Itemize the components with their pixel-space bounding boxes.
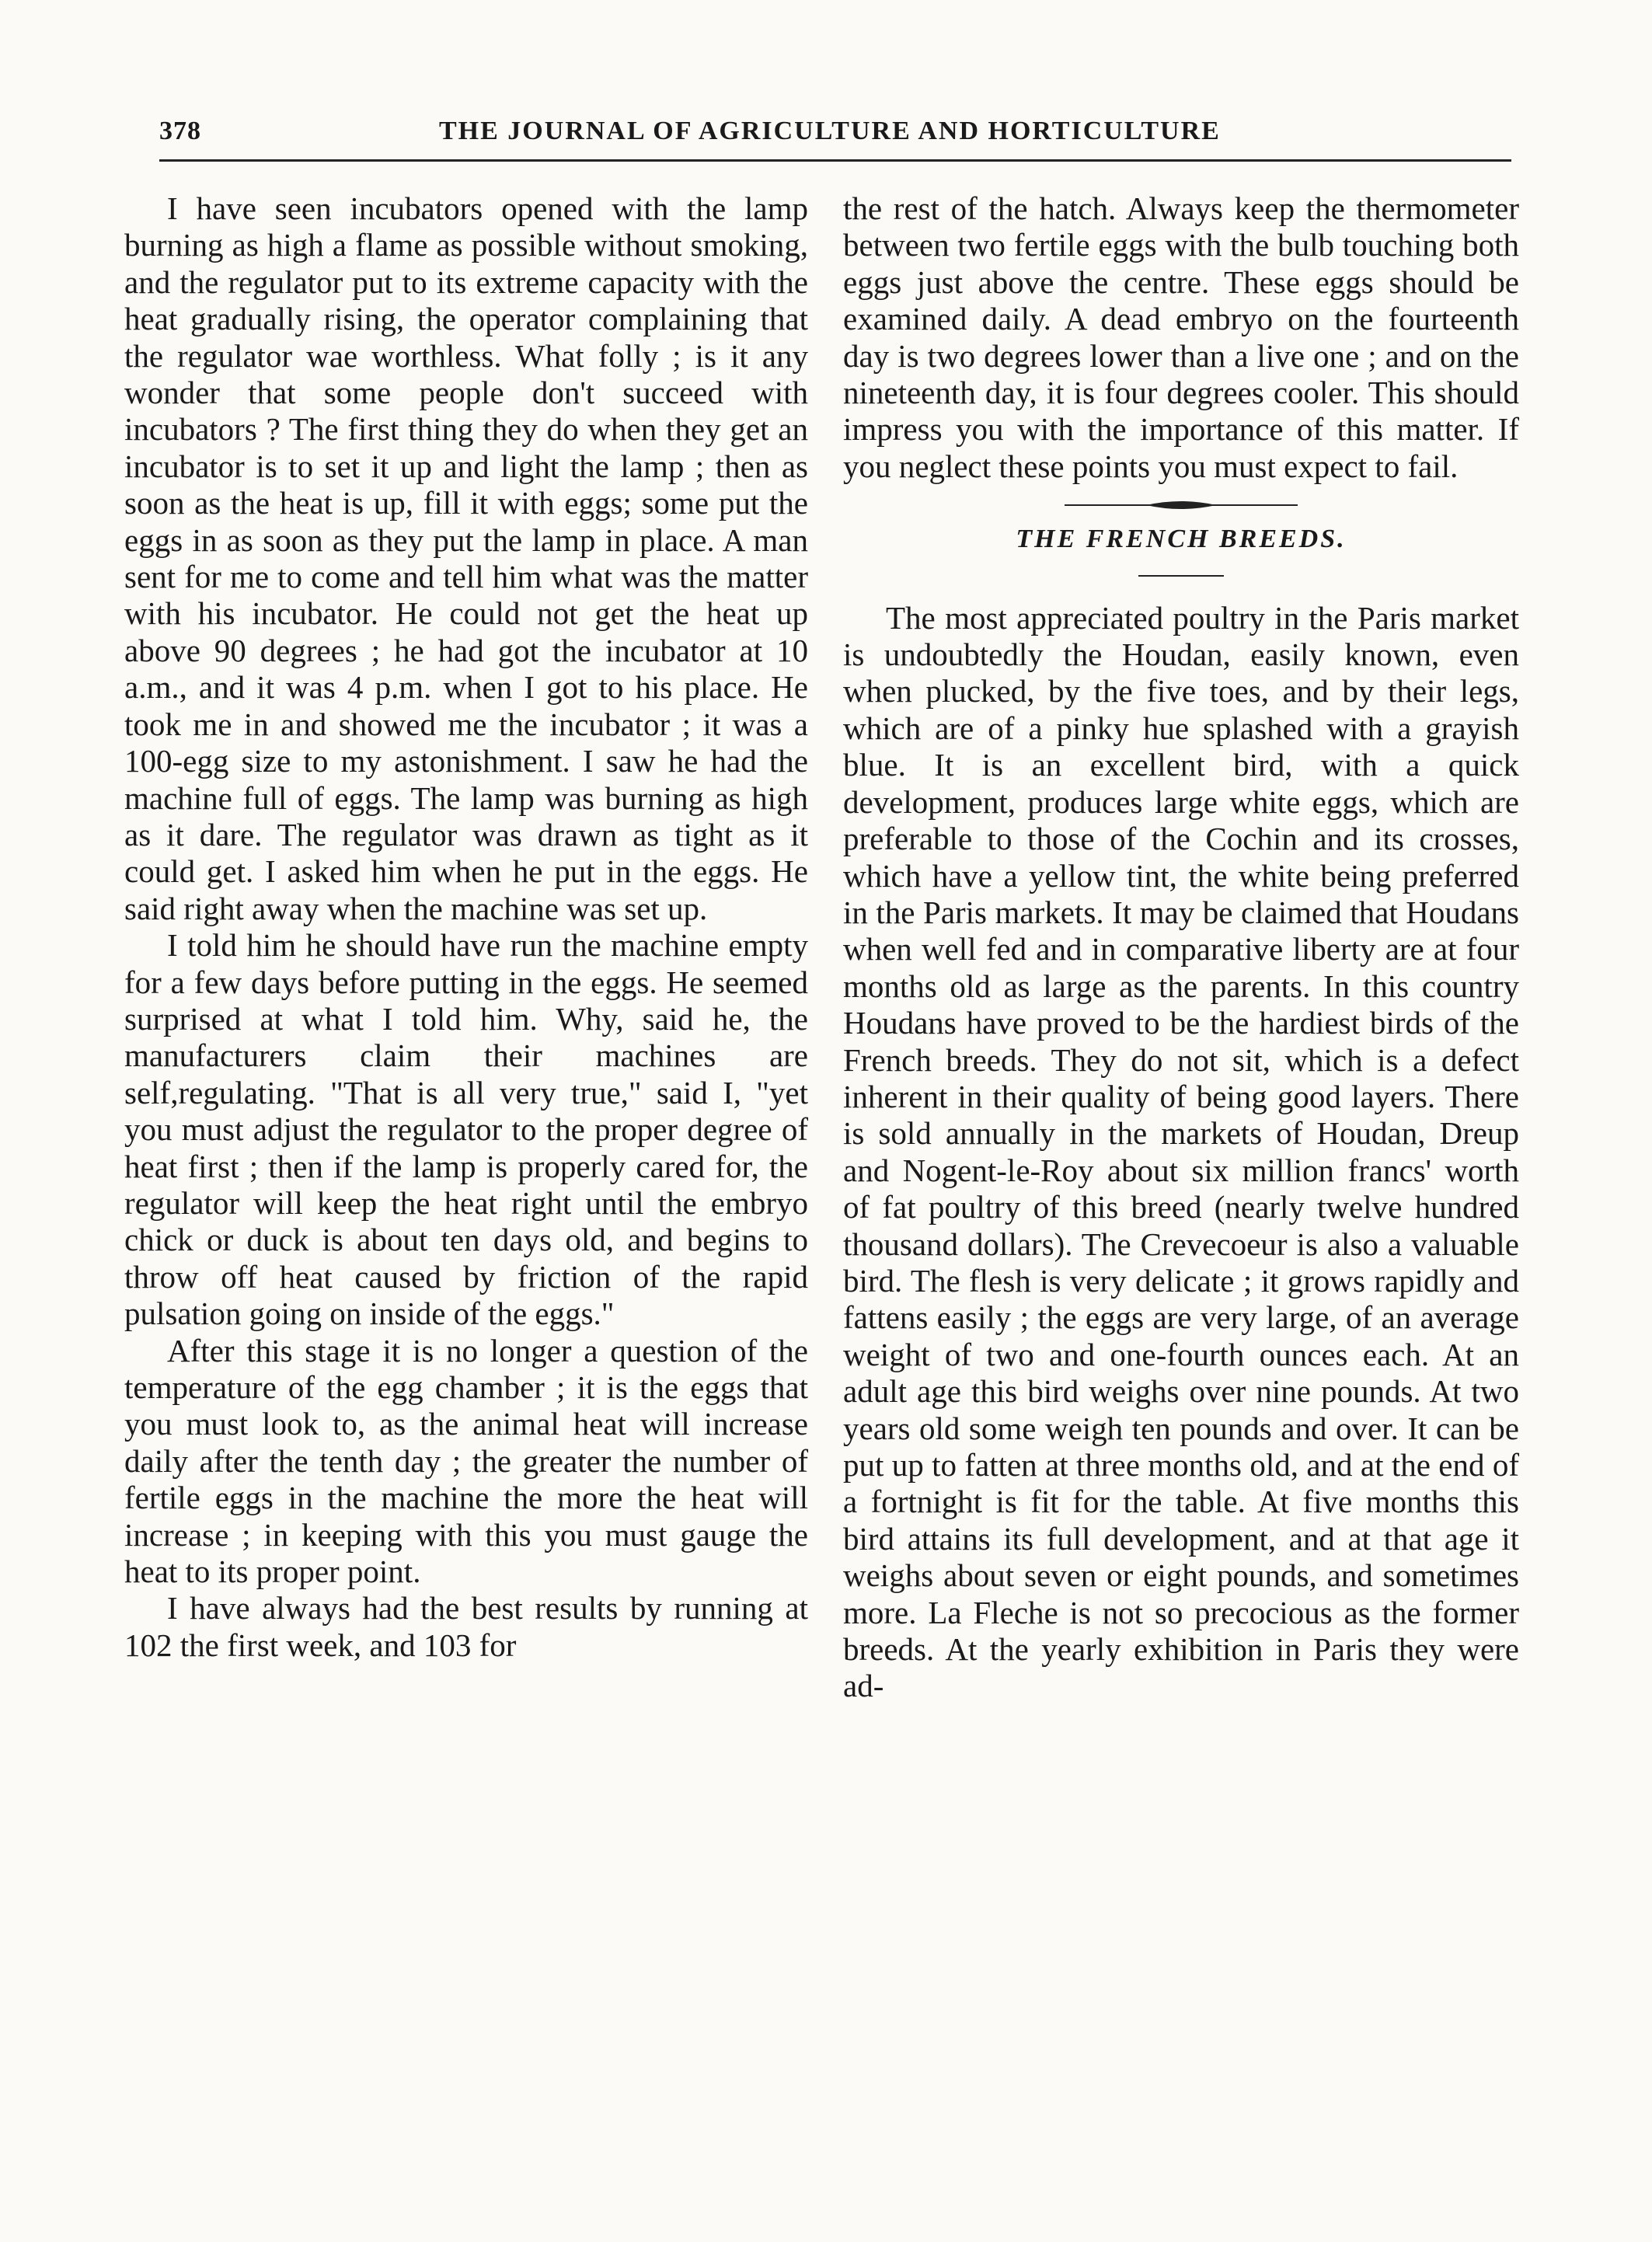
left-column: [124, 190, 808, 1664]
right-column: [843, 190, 1519, 1705]
paragraph: I have seen incubators opened with the lamp burning as high a flame as possible without smoking, and the regulator put to its extreme capacity with the heat gradually rising, the operator complaining that the regulator wae worthless. What folly ; is it any wonder that some people don't succeed with incubators ? The first thing they do when they get an incubator is to set it up and light the lamp ; then as soon as the heat is up, fill it with eggs; some put the eggs in as soon as they put the lamp in place. A man sent for me to come and tell him what was the matter with his incubator. He could not get the heat up above 90 degrees ; he had got the incubator at 10 a.m., and it was 4 p.m. when I got to his place. He took me in and showed me the incubator ; it was a 100-egg size to my astonishment. I saw he had the machine full of eggs. The lamp was burning as high as it dare. The regulator was drawn as tight as it could get. I asked him when he put in the eggs. He said right away when the machine was set up.: [124, 190, 808, 926]
paragraph: After this stage it is no longer a question of the temperature of the egg chamber ; it is the eggs that you must look to, as the animal heat will increase daily after the tenth day ; the greater the number of fertile eggs in the machine the more the heat will increase ; in keeping with this you must gauge the heat to its proper point.: [124, 1332, 808, 1590]
ornamental-divider: [1065, 497, 1298, 513]
paragraph: I have always had the best results by running at 102 the first week, and 103 for: [124, 1590, 808, 1663]
paragraph: The most appreciated poultry in the Paris market is undoubtedly the Houdan, easily known, even when plucked, by the five toes, and by their legs, which are of a pinky hue splashed with a grayish blue. It is an excellent bird, with a quick development, produces large white eggs, which are preferable to those of the Cochin and its crosses, which have a yellow tint, the white being preferred in the Paris markets. It may be claimed that Houdans when well fed and in comparative liberty are at four months old as large as the parents. In this country Houdans have proved to be the hardiest birds of the French breeds. They do not sit, which is a defect inherent in their quality of being good layers. There is sold annually in the markets of Houdan, Dreup and Nogent-le-Roy about six million francs' worth of fat poultry of this breed (nearly twelve hundred thousand dollars). The Crevecoeur is also a valuable bird. The flesh is very delicate ; it grows rapidly and fattens easily ; the eggs are very large, of an average weight of two and one-fourth ounces each. At an adult age this bird weighs over nine pounds. At two years old some weigh ten pounds and over. It can be put up to fatten at three months old, and at the end of a fortnight is fit for the table. At five months this bird attains its full development, and at that age it weighs about seven or eight pounds, and sometimes more. La Fleche is not so precocious as the former breeds. At the yearly exhibition in Paris they were ad-: [843, 599, 1519, 1704]
header-rule: [159, 159, 1511, 162]
running-head: [159, 117, 1511, 155]
continued-paragraph: the rest of the hatch. Always keep the thermometer between two fertile eggs with the bulb touching both eggs just above the centre. These eggs should be examined daily. A dead embryo on the fourteenth day is two degrees lower than a live one ; and on the nineteenth day, it is four degrees cooler. This should impress you with the importance of this matter. If you neglect these points you must expect to fail.: [843, 190, 1519, 484]
section-rule: [1138, 575, 1224, 577]
page-number: 378: [159, 117, 201, 145]
section-title: THE FRENCH BREEDS.: [1016, 525, 1347, 554]
journal-title: THE JOURNAL OF AGRICULTURE AND HORTICULTURE: [439, 117, 1221, 145]
paragraph: I told him he should have run the machine empty for a few days before putting in the eggs. He seemed surprised at what I told him. Why, said he, the manufacturers claim their machines are self,regulating. "That is all very true," said I, "yet you must adjust the regulator to the proper degree of heat first ; then if the lamp is properly cared for, the regulator will keep the heat right until the embryo chick or duck is about ten days old, and begins to throw off heat caused by friction of the rapid pulsation going on inside of the eggs.": [124, 927, 808, 1332]
